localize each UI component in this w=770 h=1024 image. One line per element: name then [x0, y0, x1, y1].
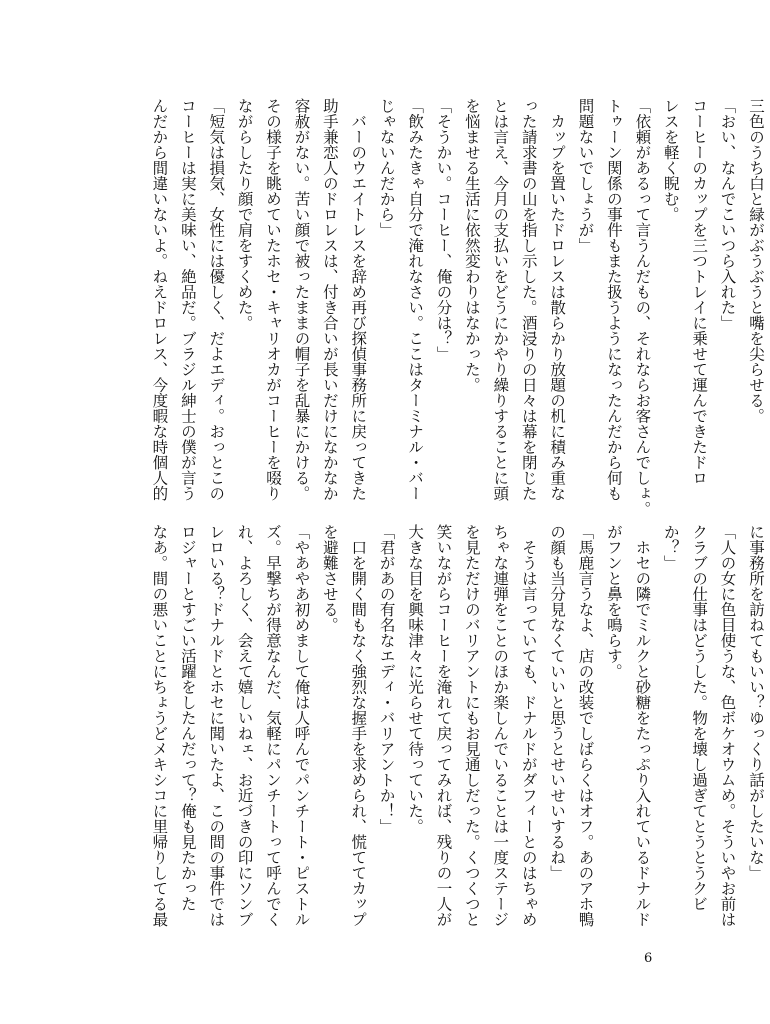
- text-line: バーのウエイトレスを辞め再び探偵事務所に戻ってきた: [349, 98, 368, 501]
- text-line: 口を開く間もなく強烈な握手を求められ、慌ててカップ: [349, 524, 368, 927]
- text-line: 「馬鹿言うなよ、店の改装でしばらくはオフ。あのアホ鴨: [576, 524, 595, 927]
- text-line: れ、よろしく、会えて嬉しいねェ、お近づきの印にソンブ: [235, 524, 254, 927]
- text-line: 「依頼があるって言うんだもの、それならお客さんでしょ。: [633, 98, 652, 517]
- text-line: レロいる？ドナルドとホセに聞いたよ、この間の事件では: [207, 524, 226, 927]
- text-line: その様子を眺めていたホセ・キャリオカがコーヒーを啜り: [264, 98, 283, 501]
- text-line: なあ。間の悪いことにちょうどメキシコに里帰りしてる最: [150, 524, 169, 927]
- text-line: そうは言っていても、ドナルドがダフィーとのはちゃめ: [519, 524, 538, 927]
- text-line: か？」: [661, 524, 680, 571]
- text-line: の顔も当分見なくていいと思うとせいせいするね」: [548, 524, 567, 881]
- text-line: 「短気は損気、女性には優しく、だよエディ。おっとこの: [207, 98, 226, 501]
- text-line: とは言え、今月の支払いをどうにかやり繰りすることに頭: [491, 98, 510, 501]
- text-line: を悩ませる生活に依然変わりはなかった。: [462, 98, 481, 393]
- text-line: クラブの仕事はどうした。物を壊し過ぎてとうとうクビ: [690, 524, 709, 912]
- text-line: 笑いながらコーヒーを淹れて戻ってみれば、残りの一人が: [434, 524, 453, 927]
- text-line: ロジャーとすごい活躍をしたんだって？俺も見たかった: [178, 524, 197, 912]
- text-line: った請求書の山を指し示した。酒浸りの日々は幕を閉じた: [519, 98, 538, 501]
- text-line: コーヒーは実に美味い、絶品だ。ブラジル紳士の僕が言う: [178, 98, 197, 501]
- text-line: 問題ないでしょうが」: [576, 98, 595, 253]
- text-line: ちゃな連弾をことのほか楽しんでいることは一度ステージ: [491, 524, 510, 927]
- text-line: ズ。早撃ちが得意なんだ、気軽にパンチートって呼んでく: [264, 524, 283, 927]
- text-line: に事務所を訪ねてもいい？ゆっくり話がしたいな」: [746, 524, 765, 881]
- text-line: コーヒーのカップを三つトレイに乗せて運んできたドロ: [690, 98, 709, 486]
- text-line: ながらしたり顔で肩をすくめた。: [235, 98, 254, 331]
- text-line: 「飲みたきゃ自分で淹れなさい。ここはターミナル・バー: [406, 98, 425, 501]
- text-line: 三色のうち白と緑がぶうぶうと嘴を尖らせる。: [746, 98, 765, 424]
- text-line: 容赦がない。苦い顔で被ったままの帽子を乱暴にかける。: [292, 98, 311, 501]
- text-line: レスを軽く睨む。: [661, 98, 680, 222]
- text-line: ホセの隣でミルクと砂糖をたっぷり入れているドナルド: [633, 524, 652, 927]
- text-line: 「君があの有名なエディ・バリアントか！」: [377, 524, 396, 834]
- lower-text-block: [145, 524, 770, 942]
- text-line: 大きな目を興味津々に光らせて待っていた。: [406, 524, 425, 834]
- text-line: を避難させる。: [320, 524, 339, 633]
- text-line: じゃないんだから」: [377, 98, 396, 238]
- upper-text-block: [145, 98, 770, 518]
- text-line: 「やあやあ初めまして俺は人呼んでパンチート・ピストル: [292, 524, 311, 927]
- text-line: 「おい、なんでこいつら入れた」: [718, 98, 737, 331]
- text-line: トゥーン関係の事件もまた扱うようになったんだから何も: [604, 98, 623, 501]
- text-line: んだから間違いないよ。ねえドロレス、今度暇な時個人的: [150, 98, 169, 501]
- text-line: がフンと鼻を鳴らす。: [604, 524, 623, 679]
- text-line: を見ただけのバリアントにもお見通しだった。くつくつと: [462, 524, 481, 927]
- text-line: カップを置いたドロレスは散らかり放題の机に積み重な: [548, 98, 567, 501]
- text-line: 助手兼恋人のドロレスは、付き合いが長いだけになかなか: [320, 98, 339, 501]
- page-number: 6: [644, 951, 653, 966]
- text-line: 「そうかい。コーヒー、俺の分は？」: [434, 98, 453, 362]
- text-line: 「人の女に色目使うな、色ボケオウムめ。そういやお前は: [718, 524, 737, 927]
